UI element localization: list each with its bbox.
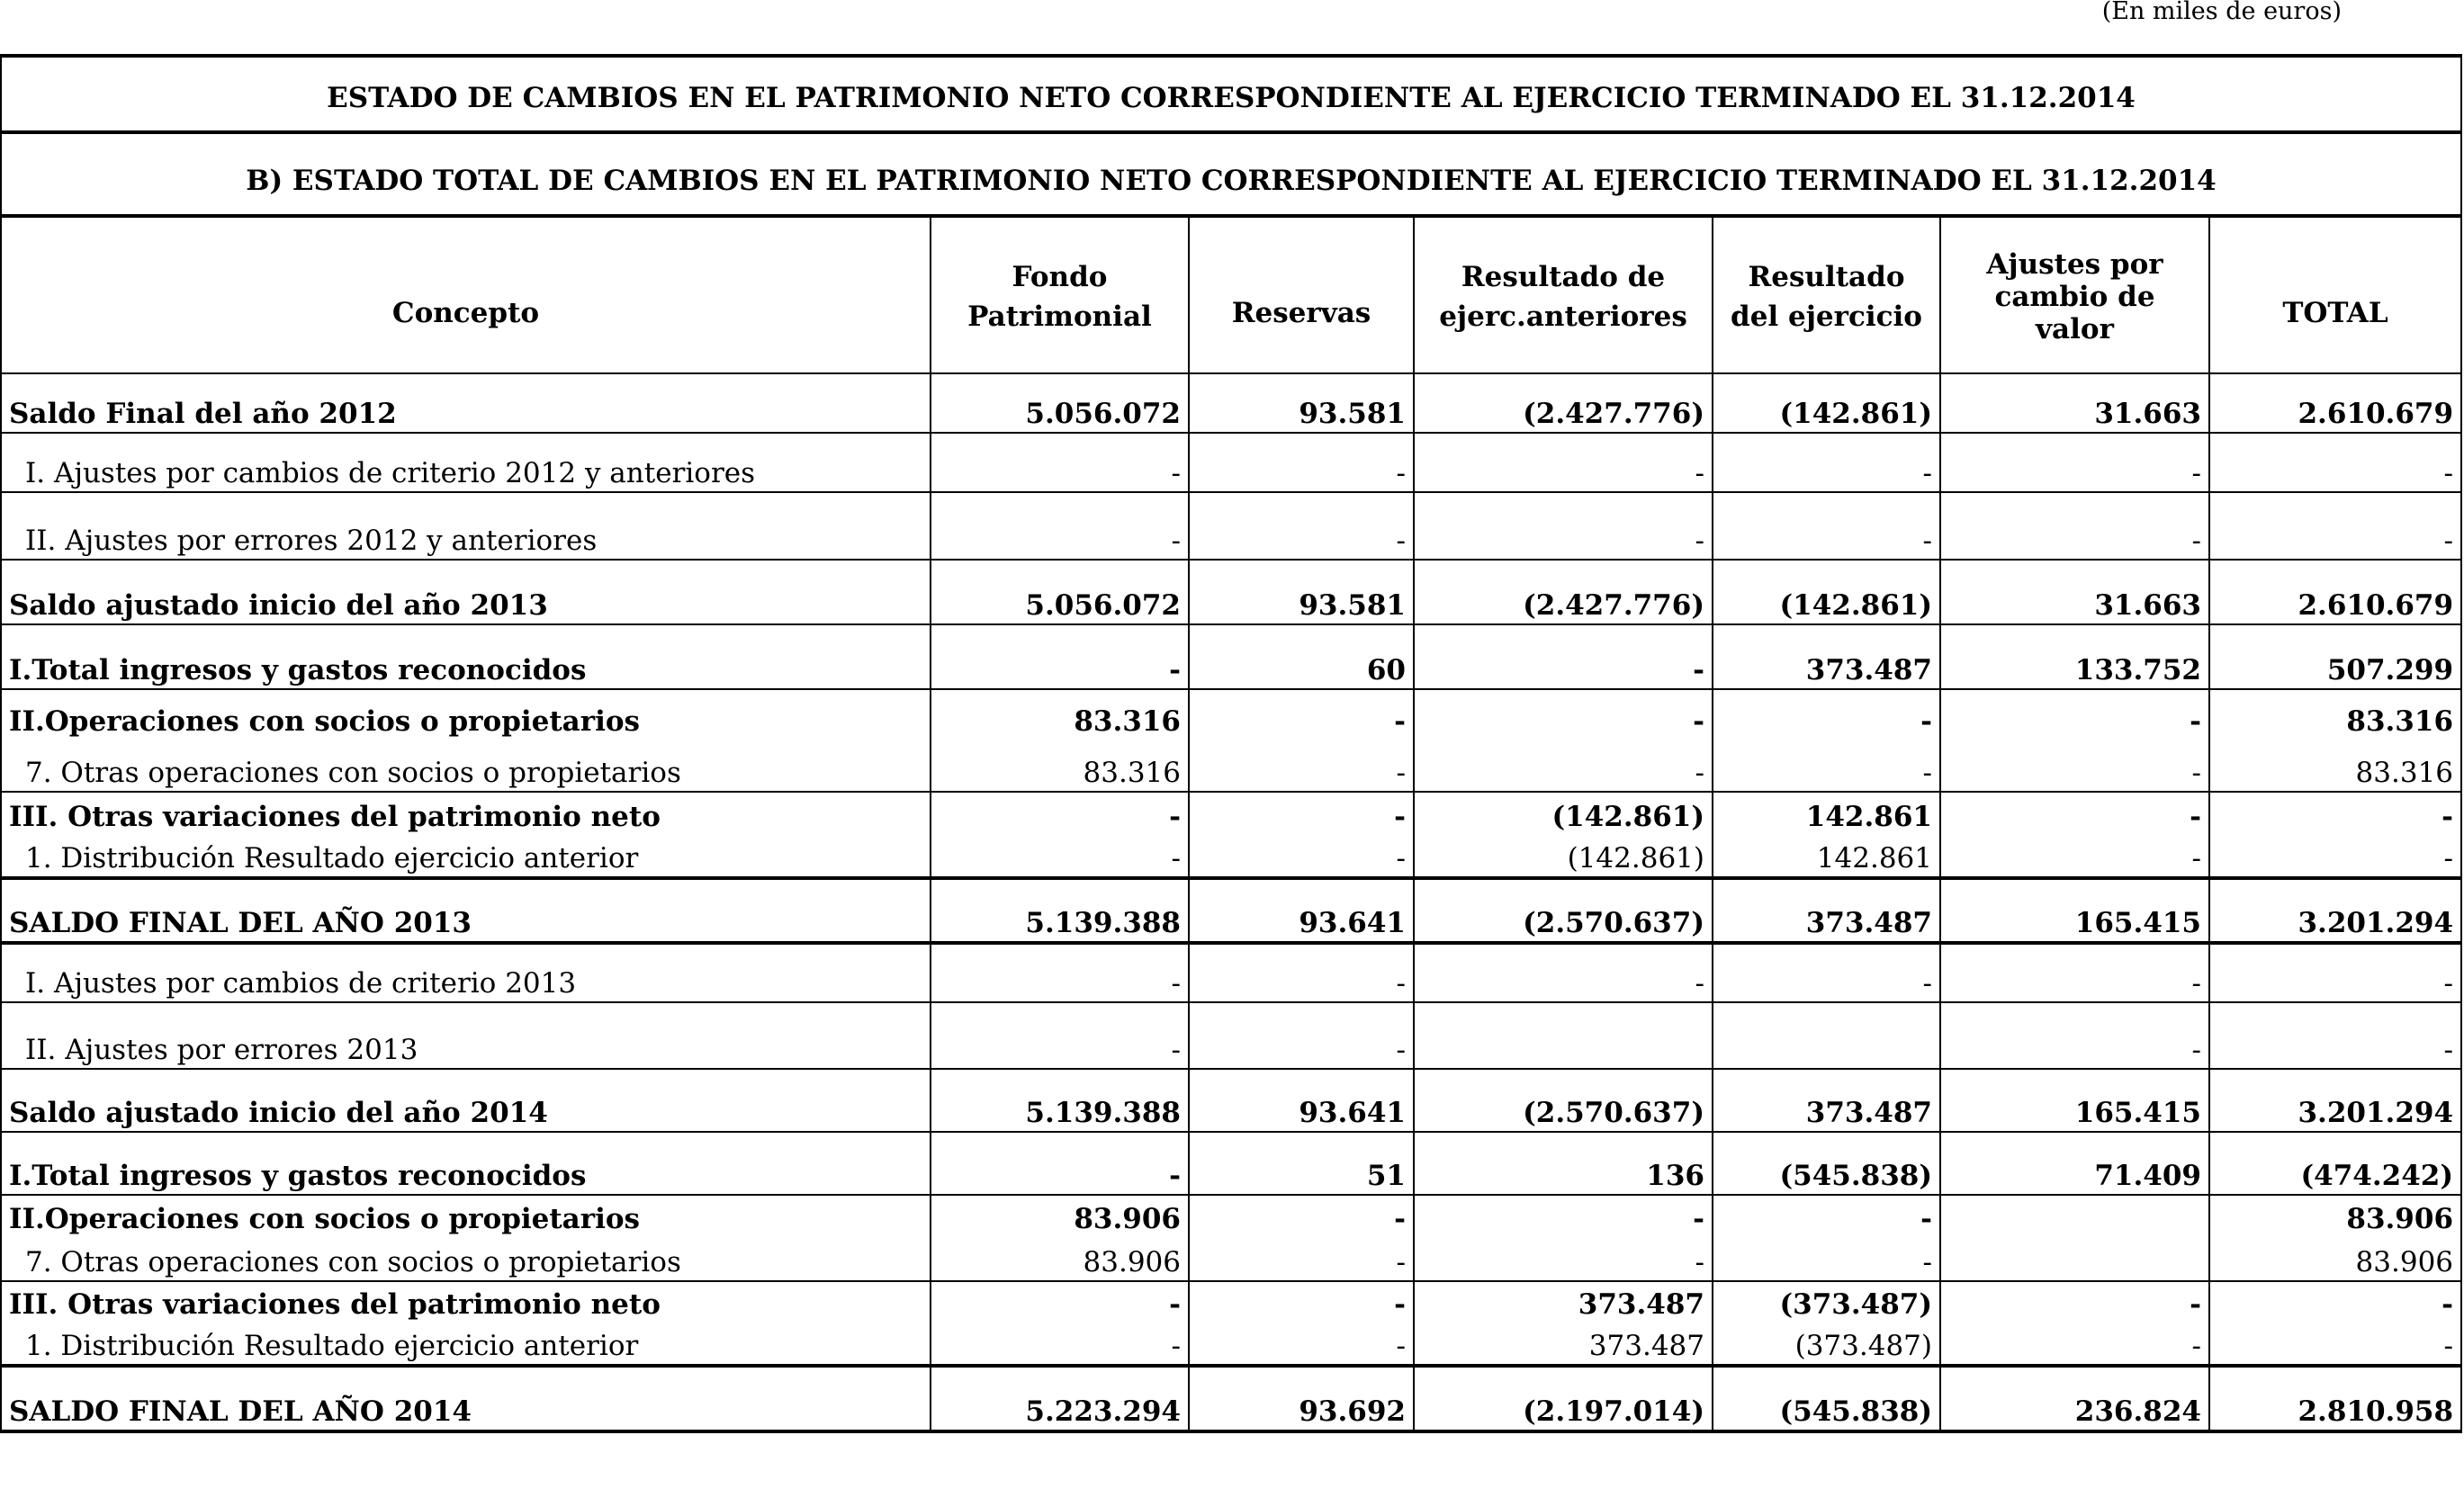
cell-reservas: - [1189,943,1414,1002]
table-row [1,689,2461,740]
cell-res-ej: 373.487 [1713,624,1940,689]
cell-reservas: 93.692 [1189,1366,1414,1431]
statement-title: ESTADO DE CAMBIOS EN EL PATRIMONIO NETO CORRESPONDIENTE AL EJERCICIO TERMINADO EL 31.12.2014 [1,56,2461,132]
row-concept: I.Total ingresos y gastos reconocidos [1,1132,931,1195]
cell-res-ant: - [1414,689,1713,740]
header-fondo-patrimonial [931,216,1189,373]
cell-res-ant: - [1414,1237,1713,1281]
cell-res-ej: - [1713,740,1940,792]
header-resultado-ejercicio [1713,216,1940,373]
row-concept: 1. Distribución Resultado ejercicio anterior [1,1323,931,1366]
table-row [1,1281,2461,1323]
table-row [1,1132,2461,1195]
cell-fondo: - [931,1281,1189,1323]
cell-total: 83.316 [2209,740,2461,792]
table-row [1,1366,2461,1431]
cell-fondo: - [931,1002,1189,1069]
cell-res-ant [1414,1002,1713,1069]
cell-total: - [2209,835,2461,878]
cell-res-ant: 136 [1414,1132,1713,1195]
cell-res-ant: - [1414,433,1713,492]
cell-res-ant: - [1414,492,1713,560]
header-total [2209,216,2461,373]
cell-res-ej: 373.487 [1713,878,1940,943]
cell-ajustes: - [1940,492,2209,560]
cell-res-ej: - [1713,1237,1940,1281]
cell-ajustes: - [1940,689,2209,740]
cell-ajustes [1940,1237,2209,1281]
cell-ajustes: 71.409 [1940,1132,2209,1195]
cell-reservas: - [1189,1237,1414,1281]
row-concept: III. Otras variaciones del patrimonio neto [1,1281,931,1323]
cell-res-ej: - [1713,943,1940,1002]
cell-fondo: 5.139.388 [931,878,1189,943]
cell-res-ant: - [1414,1195,1713,1237]
cell-ajustes: 133.752 [1940,624,2209,689]
row-concept: 7. Otras operaciones con socios o propietarios [1,1237,931,1281]
header-res-ej-line2: del ejercicio [1731,300,1922,333]
header-concepto [1,216,931,373]
cell-res-ej: 142.861 [1713,835,1940,878]
header-reservas [1189,216,1414,373]
header-res-ej-line1: Resultado [1748,261,1905,293]
cell-res-ant: (2.427.776) [1414,373,1713,433]
cell-res-ant: 373.487 [1414,1323,1713,1366]
cell-fondo: 83.316 [931,740,1189,792]
cell-reservas: 93.641 [1189,1069,1414,1132]
cell-res-ej [1713,1002,1940,1069]
header-resultado-anteriores [1414,216,1713,373]
table-row [1,1195,2461,1237]
cell-res-ej: (373.487) [1713,1281,1940,1323]
cell-reservas: - [1189,1281,1414,1323]
cell-reservas: 93.581 [1189,560,1414,624]
cell-res-ej: (545.838) [1713,1366,1940,1431]
cell-fondo: 83.316 [931,689,1189,740]
table-row [1,560,2461,624]
cell-total: - [2209,943,2461,1002]
subtitle-row [1,132,2461,216]
cell-res-ej: (142.861) [1713,560,1940,624]
cell-res-ant: (142.861) [1414,835,1713,878]
cell-ajustes: - [1940,943,2209,1002]
cell-fondo: - [931,433,1189,492]
cell-ajustes: 236.824 [1940,1366,2209,1431]
row-concept: II.Operaciones con socios o propietarios [1,1195,931,1237]
equity-changes-table [0,54,2462,1433]
cell-reservas: 93.581 [1189,373,1414,433]
cell-fondo: - [931,835,1189,878]
header-fondo-line2: Patrimonial [967,300,1152,333]
header-reservas-label: Reservas [1231,297,1371,329]
row-concept: Saldo ajustado inicio del año 2013 [1,560,931,624]
cell-ajustes: - [1940,740,2209,792]
cell-reservas: 51 [1189,1132,1414,1195]
cell-ajustes: 165.415 [1940,878,2209,943]
row-concept: I. Ajustes por cambios de criterio 2013 [1,943,931,1002]
table-row [1,624,2461,689]
header-fondo-line1: Fondo [1012,261,1108,293]
cell-reservas: - [1189,492,1414,560]
cell-total: 2.610.679 [2209,560,2461,624]
row-concept: II. Ajustes por errores 2012 y anteriores [1,492,931,560]
row-concept: 1. Distribución Resultado ejercicio anterior [1,835,931,878]
header-ajustes-line3: valor [2036,313,2114,345]
cell-total: (474.242) [2209,1132,2461,1195]
cell-res-ej: - [1713,433,1940,492]
header-concepto-label: Concepto [391,297,540,329]
cell-res-ej: 142.861 [1713,792,1940,835]
cell-res-ej: (545.838) [1713,1132,1940,1195]
header-total-label: TOTAL [2282,297,2388,329]
table-row [1,373,2461,433]
cell-ajustes: - [1940,1323,2209,1366]
cell-reservas: - [1189,835,1414,878]
header-ajustes-line1: Ajustes por [1986,248,2163,281]
cell-reservas: - [1189,1195,1414,1237]
row-concept: I. Ajustes por cambios de criterio 2012 y anteriores [1,433,931,492]
row-concept: II.Operaciones con socios o propietarios [1,689,931,740]
cell-res-ant: - [1414,740,1713,792]
cell-total: - [2209,492,2461,560]
table-row [1,792,2461,835]
cell-total: - [2209,1323,2461,1366]
cell-reservas: 93.641 [1189,878,1414,943]
cell-reservas: - [1189,792,1414,835]
title-row [1,56,2461,132]
cell-ajustes [1940,1195,2209,1237]
row-concept: 7. Otras operaciones con socios o propietarios [1,740,931,792]
cell-ajustes: 31.663 [1940,560,2209,624]
unit-note: (En miles de euros) [2101,0,2342,25]
cell-res-ej: - [1713,689,1940,740]
header-ajustes-valor [1940,216,2209,373]
statement-subtitle: B) ESTADO TOTAL DE CAMBIOS EN EL PATRIMONIO NETO CORRESPONDIENTE AL EJERCICIO TERMINADO EL 31.12.2014 [1,132,2461,216]
cell-total: 2.610.679 [2209,373,2461,433]
table-row [1,492,2461,560]
cell-total: 83.316 [2209,689,2461,740]
table-row [1,878,2461,943]
cell-fondo: - [931,792,1189,835]
cell-fondo: 5.223.294 [931,1366,1189,1431]
cell-fondo: 5.056.072 [931,373,1189,433]
row-concept: Saldo Final del año 2012 [1,373,931,433]
header-ajustes-line2: cambio de [1994,281,2155,313]
row-concept: SALDO FINAL DEL AÑO 2013 [1,878,931,943]
cell-res-ant: (2.197.014) [1414,1366,1713,1431]
cell-total: 83.906 [2209,1237,2461,1281]
row-concept: SALDO FINAL DEL AÑO 2014 [1,1366,931,1431]
cell-res-ant: - [1414,943,1713,1002]
header-row [1,216,2461,373]
table-row [1,1237,2461,1281]
row-concept: II. Ajustes por errores 2013 [1,1002,931,1069]
cell-total: 3.201.294 [2209,878,2461,943]
table-row [1,433,2461,492]
cell-res-ant: (142.861) [1414,792,1713,835]
row-concept: III. Otras variaciones del patrimonio neto [1,792,931,835]
row-concept: Saldo ajustado inicio del año 2014 [1,1069,931,1132]
table-row [1,1002,2461,1069]
header-res-ant-line2: ejerc.anteriores [1439,300,1687,333]
cell-ajustes: - [1940,1281,2209,1323]
cell-res-ej: 373.487 [1713,1069,1940,1132]
cell-res-ant: (2.570.637) [1414,1069,1713,1132]
cell-total: 507.299 [2209,624,2461,689]
cell-fondo: - [931,943,1189,1002]
row-concept: I.Total ingresos y gastos reconocidos [1,624,931,689]
cell-fondo: - [931,624,1189,689]
cell-total: - [2209,1281,2461,1323]
cell-fondo: - [931,1132,1189,1195]
cell-res-ant: (2.570.637) [1414,878,1713,943]
cell-total: - [2209,433,2461,492]
cell-res-ej: (142.861) [1713,373,1940,433]
cell-ajustes: 165.415 [1940,1069,2209,1132]
cell-total: - [2209,1002,2461,1069]
cell-res-ant: - [1414,624,1713,689]
cell-ajustes: - [1940,835,2209,878]
cell-fondo: 83.906 [931,1195,1189,1237]
cell-ajustes: - [1940,1002,2209,1069]
cell-total: - [2209,792,2461,835]
cell-reservas: - [1189,1002,1414,1069]
cell-ajustes: - [1940,433,2209,492]
cell-fondo: 83.906 [931,1237,1189,1281]
header-res-ant-line1: Resultado de [1461,261,1666,293]
table-row [1,740,2461,792]
table-row [1,943,2461,1002]
table-row [1,1323,2461,1366]
cell-reservas: - [1189,1323,1414,1366]
cell-fondo: 5.139.388 [931,1069,1189,1132]
cell-fondo: 5.056.072 [931,560,1189,624]
cell-reservas: - [1189,689,1414,740]
cell-reservas: - [1189,433,1414,492]
table-row [1,835,2461,878]
cell-ajustes: - [1940,792,2209,835]
cell-res-ej: - [1713,492,1940,560]
cell-reservas: - [1189,740,1414,792]
cell-fondo: - [931,1323,1189,1366]
cell-total: 2.810.958 [2209,1366,2461,1431]
cell-reservas: 60 [1189,624,1414,689]
cell-res-ant: (2.427.776) [1414,560,1713,624]
cell-res-ej: - [1713,1195,1940,1237]
cell-ajustes: 31.663 [1940,373,2209,433]
table-row [1,1069,2461,1132]
cell-res-ant: 373.487 [1414,1281,1713,1323]
cell-fondo: - [931,492,1189,560]
cell-res-ej: (373.487) [1713,1323,1940,1366]
cell-total: 83.906 [2209,1195,2461,1237]
cell-total: 3.201.294 [2209,1069,2461,1132]
